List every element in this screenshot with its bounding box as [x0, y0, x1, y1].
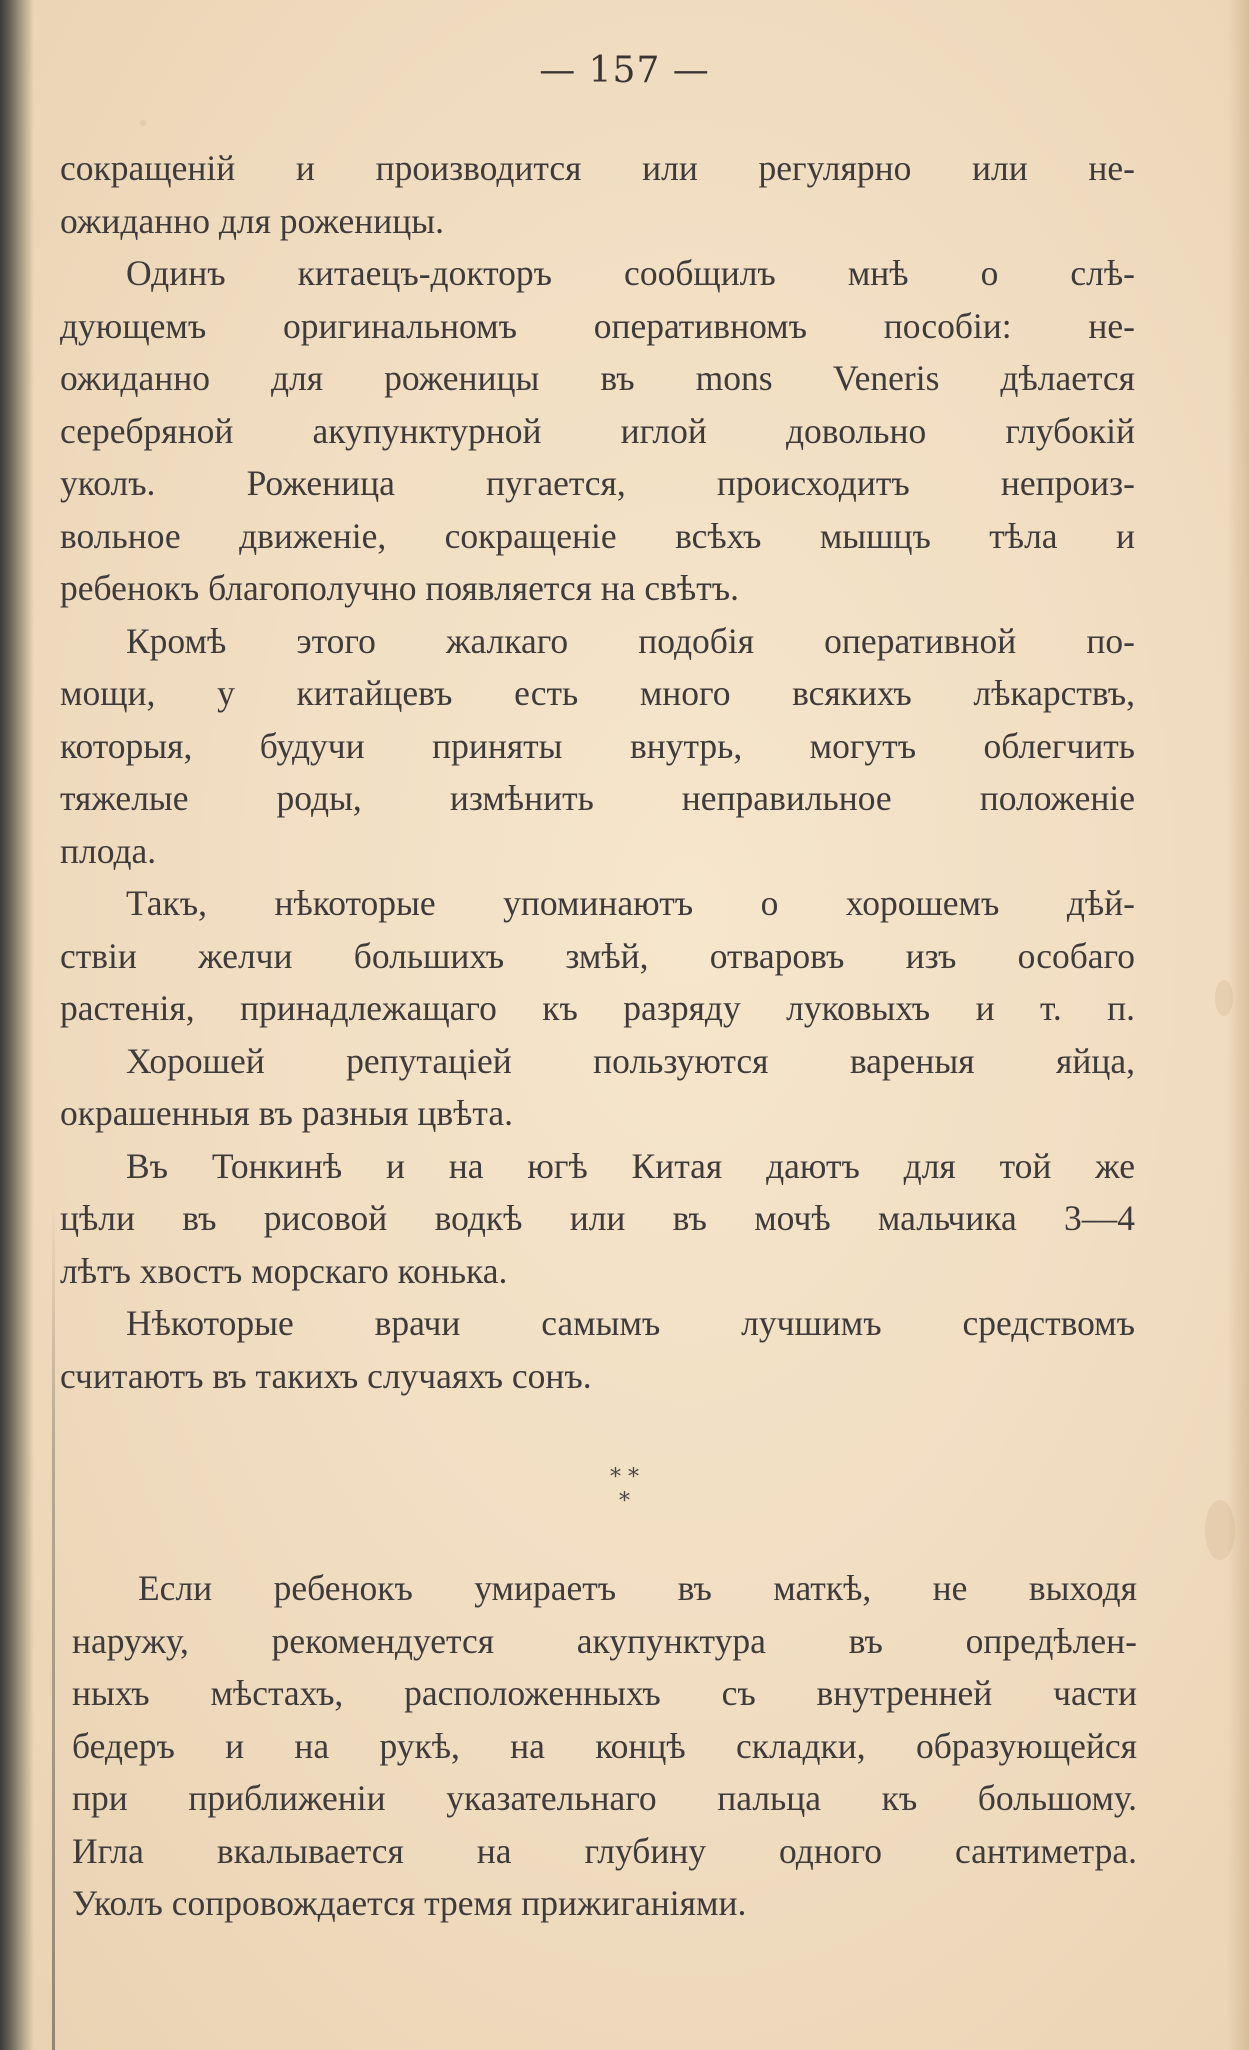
body-text-bottom — [72, 1562, 1137, 1930]
text-line: при приближеніи указательнаго пальца къ большому. — [72, 1778, 1137, 1818]
asterism-top: * * — [610, 1465, 639, 1490]
text-line: окрашенныя въ разныя цвѣта. — [60, 1093, 513, 1133]
text-line: цѣли въ рисовой водкѣ или въ мочѣ мальчика 3—4 — [60, 1198, 1135, 1238]
text-line: уколъ. Роженица пугается, происходитъ непроиз- — [60, 463, 1135, 503]
text-line: тяжелые роды, измѣнить неправильное положеніе — [60, 778, 1135, 818]
text-line: растенія, принадлежащаго къ разряду луковыхъ и т. п. — [60, 988, 1135, 1028]
text-line: вольное движеніе, сокращеніе всѣхъ мышцъ тѣла и — [60, 515, 1135, 556]
text-line: плода. — [60, 830, 157, 871]
body-text-top — [60, 142, 1135, 1402]
text-line: ожиданно для роженицы въ mons Veneris дѣлается — [60, 358, 1135, 398]
text-line: Такъ, нѣкоторые упоминаютъ о хорошемъ дѣй- — [126, 883, 1135, 923]
page-edge — [1227, 0, 1249, 2050]
text-line: Уколъ сопровождается тремя прижиганіями. — [72, 1883, 747, 1923]
text-line: ствіи желчи большихъ змѣй, отваровъ изъ особаго — [60, 935, 1135, 976]
text-line: дующемъ оригинальномъ оперативномъ пособіи: не- — [60, 305, 1135, 346]
paper-stain — [1215, 980, 1233, 1016]
text-line: лѣтъ хвостъ морскаго конька. — [60, 1250, 508, 1291]
text-line: Въ Тонкинѣ и на югѣ Китая даютъ для той же — [126, 1145, 1135, 1186]
text-line: считаютъ въ такихъ случаяхъ сонъ. — [60, 1355, 592, 1396]
text-line: Если ребенокъ умираетъ въ маткѣ, не выходя — [138, 1568, 1137, 1608]
text-line: Хорошей репутаціей пользуются вареныя яйца, — [126, 1040, 1135, 1081]
text-line: наружу, рекомендуется акупунктура въ опредѣлен- — [72, 1620, 1137, 1661]
binding-gutter — [0, 0, 34, 2050]
text-line: Одинъ китаецъ-докторъ сообщилъ мнѣ о слѣ- — [126, 253, 1135, 293]
text-line: бедеръ и на рукѣ, на концѣ складки, образующейся — [72, 1725, 1137, 1766]
text-line: Нѣкоторые врачи самымъ лучшимъ средствомъ — [126, 1303, 1135, 1343]
text-line: мощи, у китайцевъ есть много всякихъ лѣкарствъ, — [60, 673, 1135, 713]
binding-shadow — [52, 1200, 55, 2050]
text-line: ожиданно для роженицы. — [60, 200, 444, 241]
text-line: которыя, будучи приняты внутрь, могутъ облегчить — [60, 725, 1135, 766]
page-number: — 157 — — [539, 50, 710, 91]
text-line: ребенокъ благополучно появляется на свѣтъ. — [60, 568, 739, 608]
text-line: Кромѣ этого жалкаго подобія оперативной по- — [126, 620, 1135, 661]
paper-speck — [140, 120, 146, 126]
text-line: серебряной акупунктурной иглой довольно глубокій — [60, 410, 1135, 451]
text-line: Игла вкалывается на глубину одного сантиметра. — [72, 1830, 1137, 1871]
text-line: ныхъ мѣстахъ, расположенныхъ съ внутренней части — [72, 1673, 1137, 1713]
asterism-bottom: * — [619, 1489, 630, 1514]
section-break-asterism — [0, 1466, 1249, 1514]
text-line: сокращеній и производится или регулярно или не- — [60, 148, 1135, 188]
